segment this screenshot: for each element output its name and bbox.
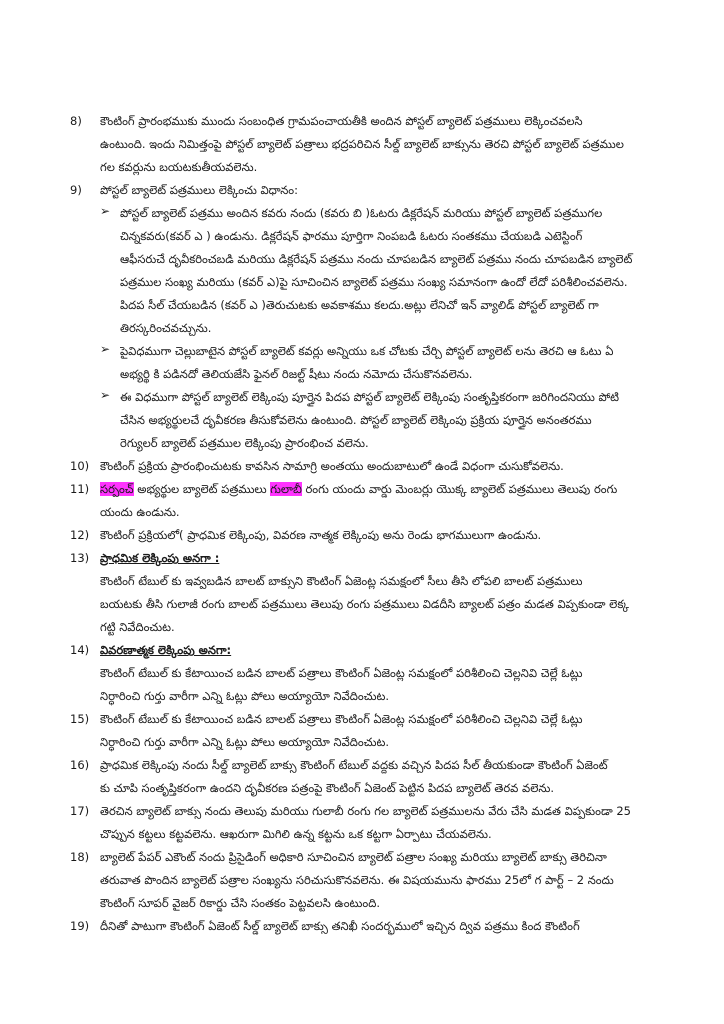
bullet-text-line: పోస్టల్ బ్యాలెట్ పత్రము అందిన కవరు నందు (కవరు బి )ఓటరు డిక్లరేషన్ మరియు పోస్టల్ బ్యాలెట్ పత్రముగల — [120, 206, 603, 220]
item-number: 17) — [70, 804, 90, 818]
item-heading: ప్రాధమిక లెక్కింపు అనగా : — [100, 551, 220, 565]
item-number: 16) — [70, 758, 90, 772]
highlight-gulabi: గులాబీ — [270, 482, 302, 496]
item-text-line: కౌంటింగ్ టేబుల్ కు కేటాయించ బడిన బాలట్ పత్రాలు కౌంటింగ్ ఏజెంట్ల సమక్షంలో పరిశీలించి చెల్లనివి చెల్లే ఓట్లు — [100, 712, 583, 726]
item-number: 15) — [70, 712, 90, 726]
bullet-text-line: పైవిధముగా చెల్లుబాటైన పోస్టల్ బ్యాలెట్ కవర్లు అన్నియు ఒక చోటకు చేర్చి పోస్టల్ బ్యాలెట్ లను తెరచి ఆ ఓటు ఏ — [120, 344, 614, 358]
item-number: 8) — [70, 114, 82, 128]
item-heading: పోస్టల్ బ్యాలెట్ పత్రములు లెక్కించు విధానం: — [100, 183, 299, 197]
arrow-bullet-icon: ➢ — [100, 204, 111, 218]
item-text-line: గల కవర్లును బయటకుతీయవలెను. — [100, 160, 258, 174]
item-text-line: తెరచిన బ్యాలెట్ బాక్సు నందు తెలుపు మరియు గులాబీ రంగు గల బ్యాలెట్ పత్రములను వేరు చేసి మడత విప్పకుండా 25 — [100, 804, 631, 818]
text-segment: అభ్యర్థుల బ్యాలెట్ పత్రములు — [137, 482, 267, 496]
item-text-line: కౌంటింగ్ ప్రక్రియ ప్రారంభించుటకు కావసిన సామాగ్రి అంతయు అందుబాటులో ఉండే విధంగా చుసుకోవలెను. — [100, 459, 564, 473]
item-text-line-11 — [100, 482, 640, 499]
item-text-line: ప్రాధమిక లెక్కింపు నందు సీల్డ్ బ్యాలెట్ బాక్సు కౌంటింగ్ టేబుల్ వద్దకు వచ్చిన పిదప సీల్ తీయకుండా కౌంటింగ్ ఏజెంట్ — [100, 758, 608, 772]
item-number: 18) — [70, 850, 90, 864]
item-text-line: కౌంటింగ్ టేబుల్ కు ఇవ్వబడిన బాలట్ బాక్సుని కౌంటింగ్ ఏజెంట్ల సమక్షంలో సీలు తీసి లోపలి బాలట్ పత్రములు — [100, 574, 583, 588]
item-text-line: తరువాత పొందిన బ్యాలెట్ పత్రాల సంఖ్యను సరిచుసుకొనవలెను. ఈ విషయమును ఫారము 25లో గ పార్ట్ – 2 నందు — [100, 873, 614, 887]
item-number: 19) — [70, 919, 90, 933]
item-text-line: గట్టి నివేదించుట. — [100, 620, 175, 634]
item-number: 11) — [70, 482, 90, 496]
bullet-text-line: పత్రముల సంఖ్య మరియు (కవర్ ఎ)పై సూచించిన బ్యాలెట్ పత్రము సంఖ్య సమానంగా ఉందో లేదో పరిశీలించవలెను. — [120, 275, 628, 289]
item-text-line: కౌంటింగ్ ప్రారంభముకు ముందు సంబంధిత గ్రామపంచాయతీకి అందిన పోస్టల్ బ్యాలెట్ పత్రములు లెక్కించవలసి — [100, 114, 583, 128]
arrow-bullet-icon: ➢ — [100, 342, 111, 356]
bullet-text-line: రెగ్యులర్ బ్యాలెట్ పత్రముల లెక్కింపు ప్రారంభించ వలెను. — [120, 436, 369, 450]
bullet-text-line: ఆఫీసరుచే దృవీకరించబడి మరియు డిక్లరేషన్ పత్రము నందు చూపబడిన బ్యాలెట్ పత్రము నందు చూపబడిన బ్యాలెట్ — [120, 252, 633, 266]
bullet-text-line: అభ్యర్థి కి పడినదో తెలియజేసి ఫైనల్ రిజల్ట్ షీటు నందు నమోదు చేసుకొనవలెను. — [120, 367, 473, 381]
item-number: 13) — [70, 551, 90, 565]
item-text-line: కు చూపి సంతృప్తికరంగా ఉందని దృవీకరణ పత్రంపై కౌంటింగ్ ఏజెంట్ పెట్టిన పిదప బ్యాలెట్ తెరవ వలెను. — [100, 781, 555, 795]
item-number: 12) — [70, 528, 90, 542]
item-text-line: నిర్ధారించి గుర్తు వారీగా ఎన్ని ఓట్లు పోలు అయ్యాయో నివేదించుట. — [100, 689, 389, 703]
item-text-line: బ్యాలెట్ పేపర్ ఎకౌంట్ నందు ప్రిసైడింగ్ అధికారి సూచించిన బ్యాలెట్ పత్రాల సంఖ్య మరియు బ్యాలెట్ బాక్సు తెరిచినా — [100, 850, 607, 864]
item-number: 9) — [70, 183, 82, 197]
item-text-line: ఉంటుంది. ఇందు నిమిత్తంపై పోస్టల్ బ్యాలెట్ పత్రాలు భద్రపరిచిన సీల్డ్ బ్యాలెట్ బాక్సును తెరచి పోస్టల్ బ్యాలెట్ పత్రముల — [100, 137, 624, 151]
item-text-line: నిర్ధారించి గుర్తు వారీగా ఎన్ని ఓట్లు పోలు అయ్యాయో నివేదించుట. — [100, 735, 389, 749]
highlight-sarpanch: సర్పంచ్ — [100, 482, 134, 496]
item-text-line: దీనితో పాటుగా కౌంటింగ్ ఏజెంట్ సీల్డ్ బ్యాలెట్ బాక్సు తనిఖీ సందర్భములో ఇచ్చిన ద్వివ పత్రము కింద కౌంటింగ్ — [100, 919, 580, 933]
item-number: 14) — [70, 643, 90, 657]
bullet-text-line: పిదప సీల్ చేయబడిన (కవర్ ఎ )తెరుచుటకు అవకాశము కలదు.అట్లు లేనిచో ఇన్ వ్యాలిడ్ పోస్టల్ బ్యాలెట్ గా — [120, 298, 599, 312]
text-segment: రంగు యందు వార్డు మెంబర్లు యొక్క బ్యాలెట్ పత్రములు తెలుపు రంగు — [305, 482, 618, 496]
item-text-line: కౌంటింగ్ ప్రక్రియలో( ప్రాధమిక లెక్కింపు, వివరణ నాత్మక లెక్కింపు అను రెండు భాగములుగా ఉండును. — [100, 528, 542, 542]
bullet-text-line: చేసిన అభ్యర్థులచే దృవీకరణ తీసుకోవలెను ఉంటుంది. పోస్టల్ బ్యాలెట్ లెక్కింపు ప్రక్రియ పూర్తైన అనంతరము — [120, 413, 592, 427]
bullet-text-line: తిరస్కరించవచ్చును. — [120, 321, 212, 335]
item-number: 10) — [70, 459, 90, 473]
item-text-line: చొప్పున కట్టలు కట్టవలెను. ఆఖరుగా మిగిలి ఉన్న కట్టను ఒక కట్టగా ఏర్పాటు చేయవలెను. — [100, 827, 492, 841]
item-text-line: యందు ఉండును. — [100, 505, 180, 519]
bullet-text-line: చిన్నకవరు(కవర్ ఎ ) ఉండును. డిక్లరేషన్ ఫారము పూర్తిగా నింపబడి ఓటరు సంతకము చేయబడి ఎటెస్టింగ్ — [120, 229, 583, 243]
item-heading: వివరణాత్మక లెక్కింపు అనగా: — [100, 643, 232, 657]
arrow-bullet-icon: ➢ — [100, 388, 111, 402]
item-text-line: కౌంటింగ్ టేబుల్ కు కేటాయించ బడిన బాలట్ పత్రాలు కౌంటింగ్ ఏజెంట్ల సమక్షంలో పరిశీలించి చెల్లనివి చెల్లే ఓట్లు — [100, 666, 583, 680]
bullet-text-line: ఈ విధముగా పోస్టల్ బ్యాలెట్ లెక్కింపు పూర్తైన పిదప పోస్టల్ బ్యాలెట్ లెక్కింపు సంతృప్తికరంగా జరిగిందనియు పోటి — [120, 390, 620, 404]
item-text-line: బయటకు తీసి గులాజీ రంగు బాలట్ పత్రములు తెలుపు రంగు పత్రములు విడదీసి బ్యాలట్ పత్రం మడత విప్పకుండా లెక్క — [100, 597, 629, 611]
item-text-line: కౌంటింగ్ సూపర్ వైజర్ రికార్డు చేసి సంతకం పెట్టవలసి ఉంటుంది. — [100, 896, 380, 910]
